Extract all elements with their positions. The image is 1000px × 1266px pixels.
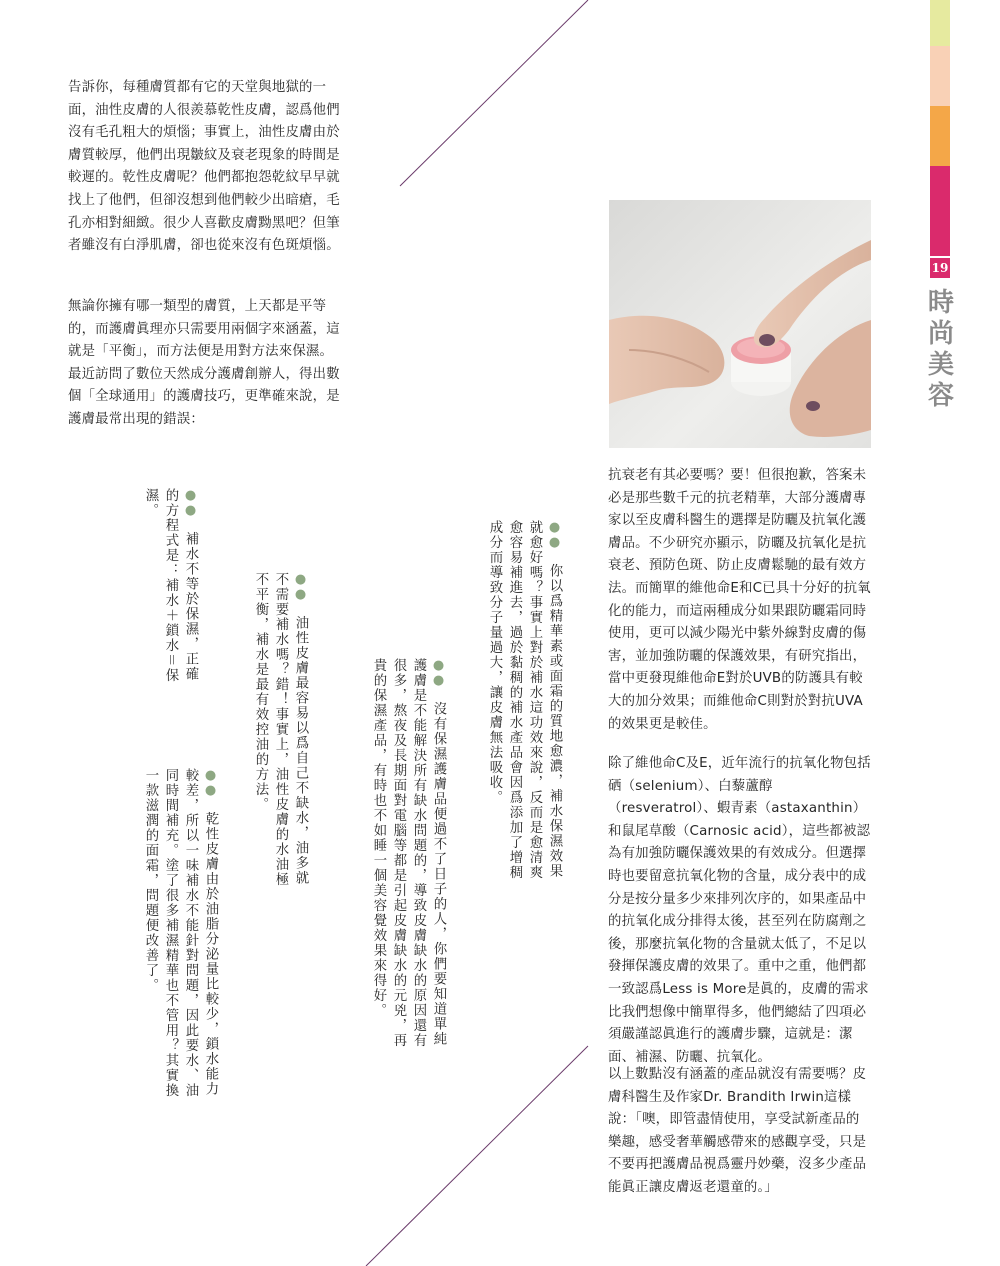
bullet-dots-icon: ●● bbox=[293, 572, 308, 602]
bullet-dots-icon: ●● bbox=[431, 658, 446, 688]
intro-paragraph: 告訴你，每種膚質都有它的天堂與地獄的一面，油性皮膚的人很羨慕乾性皮膚，認爲他們沒有毛孔粗大的煩惱；事實上，油性皮膚由於膚質較厚，他們出現皺紋及衰老現象的時間是較遲的。乾性皮膚呢？他們都抱怨乾紋早早就找上了他們，但卻沒想到他們較少出暗瘡，毛孔亦相對細緻。很少人喜歡皮膚黝黑吧？但筆者雖沒有白淨肌膚，卻也從來沒有色斑煩惱。 bbox=[68, 80, 340, 254]
bullet-item bbox=[250, 572, 310, 900]
bullet-dots-icon: ●● bbox=[183, 488, 198, 518]
bullet-dots-icon: ●● bbox=[547, 520, 562, 550]
bullet-dots-icon: ●● bbox=[203, 768, 218, 798]
hands-holding-balm-image bbox=[609, 200, 871, 448]
doctor-quote-paragraph: 以上數點沒有涵蓋的產品就沒有需要嗎？皮膚科醫生及作家Dr. Brandith Irwin這樣說：「噢，即管盡情使用，享受試新產品的樂趣，感受奢華觸感帶來的感觀享受，只是不要再把護膚品視爲靈丹妙藥，沒多少產品能眞正讓皮膚返老還童的。」 bbox=[608, 1067, 867, 1195]
section-title: 時尚美容 bbox=[927, 288, 954, 411]
diagonal-line-bottom bbox=[366, 1046, 588, 1266]
antioxidants-paragraph: 除了維他命C及E，近年流行的抗氧化物包括硒（selenium）、白藜蘆醇（resveratrol）、蝦青素（astaxanthin）和鼠尾草酸（Carnosic acid），這些都被認為有加強防曬保護效果的有效成分。但選擇時也要留意抗氧化物的含量，成分表中的成分是按分量多少來排列次序的，如果產品中的抗氧化成分排得太後，甚至列在防腐劑之後，那麼抗氧化物的含量就太低了，不足以發揮保護皮膚的效果了。重中之重，他們都一致認爲Less is More是眞的，皮膚的需求比我們想像中簡單得多，他們總結了四項必須嚴謹認眞進行的護膚步驟，這就是：潔面、補濕、防曬、抗氧化。 bbox=[608, 756, 871, 1065]
product-photo bbox=[609, 200, 871, 448]
page-number: 19 bbox=[930, 258, 950, 278]
bullet-item bbox=[140, 488, 200, 688]
anti-aging-paragraph: 抗衰老有其必要嗎？要！但很抱歉，答案未必是那些數千元的抗老精華，大部分護膚專家以至皮膚科醫生的選擇是防曬及抗氧化護膚品。不少研究亦顯示，防曬及抗氧化是抗衰老、預防色斑、防止皮膚鬆馳的最有效方法。而簡單的維他命E和C已具十分好的抗氧化的能力，而這兩種成分如果跟防曬霜同時使用，更可以減少陽光中紫外線對皮膚的傷害，並加強防曬的保護效果，有研究指出，當中更發現維他命E對於UVB的防護具有較大的加分效果；而維他命C則對於對抗UVA的效果更是較佳。 bbox=[608, 468, 871, 732]
bullet-text: 補水不等於保濕，正確的方程式是：補水＋鎖水＝保濕。 bbox=[143, 488, 198, 683]
bullet-item bbox=[484, 520, 564, 890]
bullet-text: 油性皮膚最容易以爲自己不缺水，油多就不需要補水嗎？錯！事實上，油性皮膚的水油極不平衡，補水是最有效控油的方法。 bbox=[253, 572, 308, 887]
diagonal-line-top bbox=[400, 0, 588, 186]
bullet-item bbox=[368, 658, 448, 1048]
bullet-text: 乾性皮膚由於油脂分泌量比較少，鎖水能力較差，所以一味補水不能針對問題，因此要水、油同時間補充。塗了很多補濕精華也不管用？其實換一款滋潤的面霜，問題便改善了。 bbox=[143, 768, 218, 1098]
balance-paragraph: 無論你擁有哪一類型的膚質，上天都是平等的，而護膚眞理亦只需要用兩個字來涵蓋，這就是「平衡」，而方法便是用對方法來保濕。最近訪問了數位天然成分護膚創辦人，得出數個「全球通用」的護膚技巧，更準確來說，是護膚最常出現的錯誤： bbox=[68, 299, 340, 427]
bullet-text: 沒有保濕護膚品便過不了日子的人，你們要知道單純護膚是不能解決所有缺水問題的，導致皮膚缺水的原因還有很多，熬夜及長期面對電腦等都是引起皮膚缺水的元兇，再貴的保濕產品，有時也不如睡一個美容覺效果來得好。 bbox=[371, 658, 446, 1048]
bullet-item bbox=[140, 768, 220, 1098]
bullet-text: 你以爲精華素或面霜的質地愈濃，補水保濕效果就愈好嗎？事實上對於補水這功效來說，反而是愈清爽愈容易補進去，過於黏稠的補水產品會因爲添加了增稠成分而導致分子量過大，讓皮膚無法吸收。 bbox=[487, 520, 562, 880]
